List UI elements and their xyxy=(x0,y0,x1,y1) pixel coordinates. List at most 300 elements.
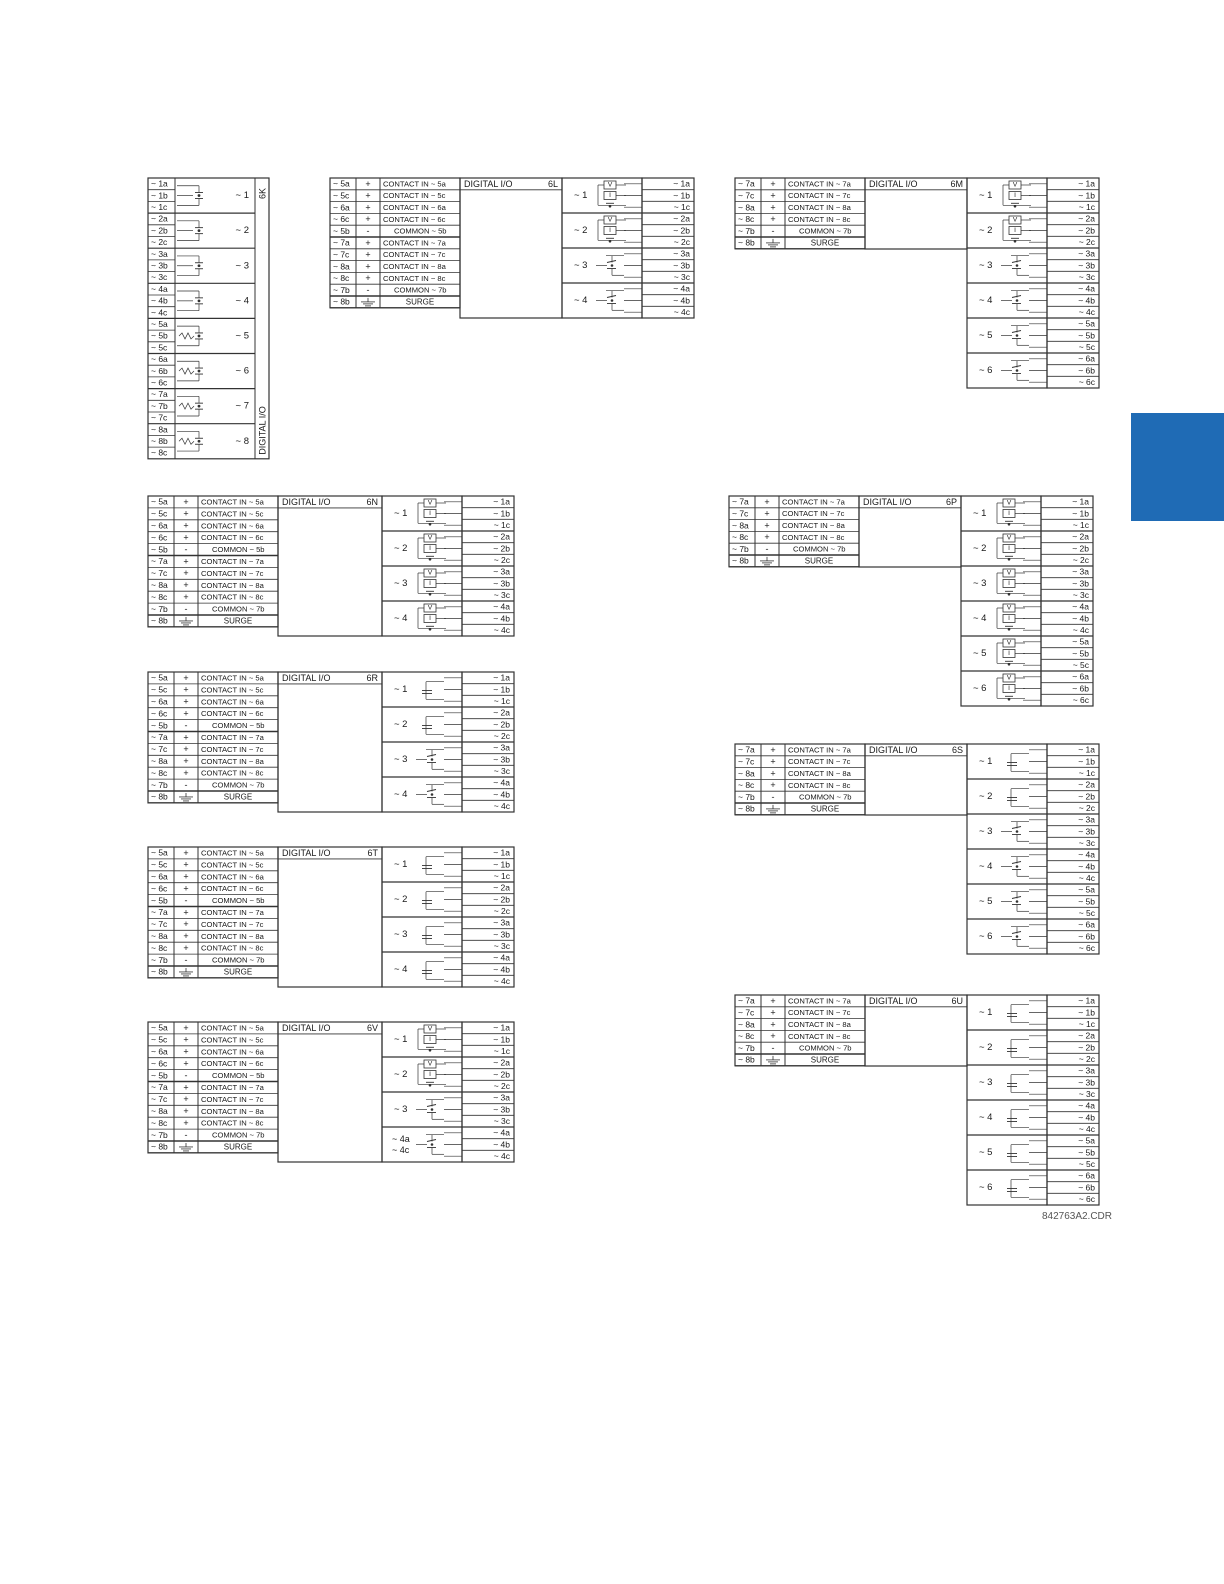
input-row xyxy=(738,745,852,755)
contact-in-label: CONTACT IN ~ 8a xyxy=(782,521,845,530)
contact-in-label: CONTACT IN ~ 7c xyxy=(788,1008,851,1018)
current-monitor-glyph: I xyxy=(1008,615,1010,623)
terminal-label: ~ 4a xyxy=(493,1127,510,1138)
wire-line xyxy=(427,755,436,757)
terminal-label: ~ 1a xyxy=(151,178,168,189)
terminal-label: ~ 3c xyxy=(493,1115,510,1126)
terminal-label: ~ 7b xyxy=(151,400,168,411)
contact-in-label: CONTACT IN ~ 8c xyxy=(201,768,264,778)
minus-icon: - xyxy=(184,954,188,965)
terminal-label: ~ 8a xyxy=(151,580,168,590)
input-row xyxy=(735,1054,865,1065)
terminal-label: ~ 7b xyxy=(151,954,168,965)
contact-in-label: CONTACT IN ~ 8a xyxy=(201,756,264,766)
input-row xyxy=(148,791,278,802)
terminal-label: ~ 6b xyxy=(1078,1182,1095,1193)
plus-icon: + xyxy=(770,1019,776,1030)
terminal-label: ~ 4c xyxy=(1078,306,1095,317)
terminal-label: ~ 6a xyxy=(151,354,168,365)
input-row xyxy=(330,284,460,295)
terminal-label: ~ 7b xyxy=(732,543,749,554)
module-title: DIGITAL I/O xyxy=(464,178,513,189)
module-code: 6N xyxy=(366,496,378,507)
input-row xyxy=(735,1042,865,1053)
common-label: COMMON ~ 7b xyxy=(212,780,265,790)
minus-icon: - xyxy=(765,543,769,554)
output-group xyxy=(148,354,255,388)
module-code: 6S xyxy=(951,744,963,755)
contact-in-label: CONTACT IN ~ 5c xyxy=(201,1035,264,1045)
terminal-label: ~ 3a xyxy=(1078,248,1095,259)
common-label: COMMON ~ 7b xyxy=(394,285,447,295)
terminal-label: ~ 3c xyxy=(493,765,510,776)
contact-dot xyxy=(431,793,434,796)
wire-line xyxy=(427,1105,436,1107)
terminal-label: ~ 5a xyxy=(151,319,168,329)
terminal-label: ~ 5b xyxy=(333,225,350,236)
minus-icon: - xyxy=(771,791,775,802)
wire-line xyxy=(1012,261,1021,263)
terminal-label: ~ 2c xyxy=(493,1080,510,1091)
terminal-label: ~ 6c xyxy=(151,708,168,719)
terminal-label: ~ 4c xyxy=(1078,872,1095,883)
form-a-vi-icon xyxy=(418,1060,446,1087)
voltage-monitor-glyph: V xyxy=(607,216,613,224)
terminal-label: ~ 2c xyxy=(1078,236,1095,247)
input-row xyxy=(735,803,865,814)
input-row xyxy=(148,567,278,578)
terminal-label: ~ 3a xyxy=(1078,1065,1095,1076)
module-code: 6P xyxy=(945,496,957,507)
input-row xyxy=(148,1117,278,1128)
plus-icon: + xyxy=(183,1094,189,1105)
terminal-label: ~ 5c xyxy=(1078,907,1095,918)
terminal-label: ~ 1c xyxy=(493,695,510,706)
current-monitor-glyph: I xyxy=(429,615,431,623)
output-group xyxy=(967,814,1099,848)
output-group xyxy=(967,248,1099,282)
wire-line xyxy=(1012,331,1021,333)
terminal-label: ~ 4b xyxy=(493,789,510,800)
module-title: DIGITAL I/O xyxy=(282,1022,331,1033)
terminal-label: ~ 6a xyxy=(151,871,168,882)
latching-contact-icon xyxy=(1007,1145,1029,1163)
terminal-label: ~ 6b xyxy=(1078,365,1095,376)
contact-in-label: CONTACT IN ~ 6c xyxy=(201,709,264,719)
output-label: ~ 4 xyxy=(394,964,408,976)
input-row xyxy=(148,1141,278,1152)
form-c-icon xyxy=(416,1100,444,1120)
terminal-label: ~ 3c xyxy=(151,272,168,283)
terminal-label: ~ 7a xyxy=(333,237,350,248)
terminal-label: ~ 7c xyxy=(738,756,755,767)
voltage-monitor-glyph: V xyxy=(427,569,433,577)
output-group xyxy=(967,919,1099,953)
plus-icon: + xyxy=(183,556,189,567)
terminal-label: ~ 6c xyxy=(151,1058,168,1069)
terminal-label: ~ 1c xyxy=(673,201,690,212)
form-a-vi-icon xyxy=(997,534,1025,561)
input-row xyxy=(735,225,865,236)
contact-in-label: CONTACT IN ~ 7c xyxy=(201,1094,264,1104)
plus-icon: + xyxy=(183,672,189,683)
terminal-label: ~ 2b xyxy=(493,719,510,730)
resistor-contact-icon xyxy=(177,396,203,416)
input-row xyxy=(148,942,278,953)
contact-in-label: CONTACT IN ~ 7a xyxy=(201,732,264,742)
plus-icon: + xyxy=(183,756,189,767)
terminal-label: ~ 3a xyxy=(1078,814,1095,825)
resistor-contact-icon xyxy=(177,361,203,381)
output-group xyxy=(148,283,255,317)
wire-line xyxy=(607,296,616,298)
terminal-label: ~ 3c xyxy=(1078,271,1095,282)
input-row xyxy=(735,1030,865,1041)
input-row xyxy=(148,532,278,543)
terminal-label: ~ 2c xyxy=(673,236,690,247)
terminal-label: ~ 4a xyxy=(493,952,510,963)
contact-in-label: CONTACT IN ~ 5c xyxy=(383,191,446,201)
contact-dot xyxy=(431,1108,434,1111)
terminal-label: ~ 5b xyxy=(151,544,168,555)
output-label: ~ 4 xyxy=(235,295,249,307)
plus-icon: + xyxy=(764,520,770,531)
terminal-label: ~ 2b xyxy=(493,543,510,554)
terminal-label: ~ 3b xyxy=(151,260,168,271)
terminal-label: ~ 7b xyxy=(151,779,168,790)
wire-line xyxy=(1012,862,1021,864)
common-label: COMMON ~ 5b xyxy=(212,896,265,906)
resistor-zigzag xyxy=(179,403,194,409)
output-label: ~ 6 xyxy=(979,365,993,377)
terminal-label: ~ 7c xyxy=(333,249,350,260)
output-group xyxy=(382,1092,514,1126)
output-group xyxy=(382,952,514,986)
current-monitor-glyph: I xyxy=(429,1036,431,1044)
ground-icon xyxy=(766,805,780,813)
common-label: COMMON ~ 5b xyxy=(394,226,447,236)
contact-in-label: CONTACT IN ~ 5a xyxy=(201,848,264,858)
plus-icon: + xyxy=(770,202,776,213)
input-row xyxy=(732,497,846,507)
contact-in-label: CONTACT IN ~ 7c xyxy=(788,757,851,767)
terminal-label: ~ 7c xyxy=(151,919,168,930)
terminal-label: ~ 5a xyxy=(151,672,168,683)
terminal-label: ~ 1a xyxy=(1072,496,1089,507)
contact-dot xyxy=(198,229,201,232)
input-row xyxy=(735,202,865,213)
output-label: ~ 5 xyxy=(973,648,987,660)
output-group xyxy=(394,848,514,881)
module-code: 6M xyxy=(950,178,963,189)
contact-in-label: CONTACT IN ~ 5c xyxy=(201,860,264,870)
terminal-label: ~ 8c xyxy=(151,447,168,458)
ground-icon xyxy=(179,1143,193,1151)
output-label: ~ 1 xyxy=(394,859,408,871)
output-label: ~ 4 xyxy=(394,613,408,625)
output-label: ~ 1 xyxy=(394,508,408,520)
module-6n xyxy=(148,496,514,636)
plus-icon: + xyxy=(770,995,776,1006)
output-label: ~ 3 xyxy=(394,578,408,590)
input-row xyxy=(148,615,278,626)
input-row xyxy=(738,996,852,1006)
common-label: COMMON ~ 7b xyxy=(799,1043,852,1053)
output-label: ~ 5 xyxy=(979,330,993,342)
minus-icon: - xyxy=(184,544,188,555)
output-group xyxy=(967,1065,1099,1099)
ground-icon xyxy=(766,239,780,247)
contact-in-label: CONTACT IN ~ 6a xyxy=(383,203,446,212)
output-label: ~ 4 xyxy=(979,1112,993,1124)
input-row xyxy=(148,954,278,965)
output-group xyxy=(961,636,1093,670)
terminal-label: ~ 3b xyxy=(493,578,510,589)
terminal-label: ~ 2c xyxy=(493,730,510,741)
output-label: ~ 3 xyxy=(394,1104,408,1116)
output-label: ~ 2 xyxy=(979,225,993,237)
terminal-label: ~ 5a xyxy=(1078,318,1095,329)
terminal-label: ~ 2c xyxy=(493,554,510,565)
wire-line xyxy=(1012,366,1021,368)
resistor-zigzag xyxy=(179,438,194,444)
form-a-vi-icon xyxy=(997,569,1025,596)
ground-icon xyxy=(361,298,375,306)
terminal-label: ~ 7c xyxy=(738,1007,755,1018)
terminal-label: ~ 7c xyxy=(738,190,755,201)
module-6t xyxy=(148,847,514,987)
contact-in-label: CONTACT IN ~ 7c xyxy=(201,568,264,578)
output-group xyxy=(973,497,1093,530)
current-monitor-glyph: I xyxy=(429,1071,431,1079)
ground-icon xyxy=(760,557,774,565)
minus-icon: - xyxy=(184,779,188,790)
terminal-label: ~ 5a xyxy=(1078,1135,1095,1146)
contact-in-label: CONTACT IN ~ 7c xyxy=(782,509,845,519)
terminal-label: ~ 8c xyxy=(738,214,755,225)
terminal-label: ~ 4a xyxy=(493,777,510,788)
form-a-vi-icon xyxy=(997,674,1025,701)
surge-label: SURGE xyxy=(810,804,840,814)
terminal-label: ~ 8b xyxy=(333,296,350,307)
plus-icon: + xyxy=(183,883,189,894)
terminal-label: ~ 7a xyxy=(738,995,755,1006)
input-row xyxy=(148,684,278,695)
terminal-label: ~ 4a xyxy=(1078,283,1095,294)
terminal-label: ~ 7b xyxy=(333,284,350,295)
terminal-label: ~ 8c xyxy=(738,780,755,791)
terminal-label: ~ 3b xyxy=(1078,1077,1095,1088)
current-monitor-glyph: I xyxy=(1008,510,1010,518)
ground-icon xyxy=(766,1056,780,1064)
input-row xyxy=(148,755,278,766)
terminal-label: ~ 5b xyxy=(151,895,168,906)
output-group xyxy=(562,248,694,282)
input-row xyxy=(148,930,278,941)
input-row xyxy=(148,556,278,567)
output-group xyxy=(394,1023,514,1056)
plus-icon: + xyxy=(183,919,189,930)
terminal-label: ~ 7a xyxy=(151,907,168,918)
terminal-label: ~ 7c xyxy=(151,744,168,755)
terminal-label: ~ 8b xyxy=(151,966,168,977)
contact-in-label: CONTACT IN ~ 5c xyxy=(201,685,264,695)
output-label: ~ 6 xyxy=(979,931,993,943)
input-row xyxy=(330,249,460,260)
input-row xyxy=(148,1058,278,1069)
contact-dot xyxy=(1016,830,1019,833)
plus-icon: + xyxy=(183,907,189,918)
terminal-label: ~ 1a xyxy=(1078,995,1095,1006)
form-c-icon xyxy=(596,256,624,276)
common-label: COMMON ~ 7b xyxy=(799,226,852,236)
contact-in-label: CONTACT IN ~ 5a xyxy=(201,673,264,683)
contact-in-label: CONTACT IN ~ 8c xyxy=(201,1118,264,1128)
form-a-vi-icon xyxy=(418,569,446,596)
module-title: DIGITAL I/O xyxy=(869,178,918,189)
plus-icon: + xyxy=(770,214,776,225)
minus-icon: - xyxy=(184,603,188,614)
terminal-label: ~ 3c xyxy=(1078,1088,1095,1099)
ground-icon xyxy=(179,793,193,801)
plus-icon: + xyxy=(183,696,189,707)
plus-icon: + xyxy=(183,744,189,755)
terminal-label: ~ 4c xyxy=(1072,624,1089,635)
form-a-vi-icon xyxy=(598,181,626,208)
plus-icon: + xyxy=(183,847,189,858)
output-label: ~ 2 xyxy=(973,543,987,555)
input-row xyxy=(148,720,278,731)
plus-icon: + xyxy=(770,768,776,779)
terminal-label: ~ 4a xyxy=(493,601,510,612)
output-label: ~ 3 xyxy=(394,929,408,941)
output-label: ~ 2 xyxy=(394,543,408,555)
resistor-zigzag xyxy=(179,368,194,374)
output-group xyxy=(382,531,514,565)
wire-line xyxy=(427,790,436,792)
contact-dot xyxy=(1016,865,1019,868)
terminal-label: ~ 4a xyxy=(673,283,690,294)
input-row xyxy=(735,779,865,790)
latching-contact-icon xyxy=(422,682,444,700)
contact-in-label: CONTACT IN ~ 8a xyxy=(788,769,851,778)
terminal-label: ~ 4c xyxy=(151,307,168,318)
terminal-label: ~ 3a xyxy=(1072,566,1089,577)
voltage-monitor-glyph: V xyxy=(427,604,433,612)
contact-in-label: CONTACT IN ~ 6a xyxy=(201,697,264,707)
common-label: COMMON ~ 7b xyxy=(212,604,265,614)
surge-label: SURGE xyxy=(223,616,253,626)
form-a-vi-icon xyxy=(997,499,1025,526)
input-row xyxy=(735,190,865,201)
output-label: ~ 4 xyxy=(973,613,987,625)
form-c-icon xyxy=(1001,927,1029,947)
terminal-label: ~ 8a xyxy=(151,931,168,941)
contact-dot xyxy=(198,370,201,373)
plus-icon: + xyxy=(764,532,770,543)
terminal-label: ~ 5b xyxy=(1072,648,1089,659)
terminal-label: ~ 1b xyxy=(1072,508,1089,519)
plus-icon: + xyxy=(183,1106,189,1117)
terminal-label: ~ 2b xyxy=(493,1069,510,1080)
module-title: DIGITAL I/O xyxy=(282,672,331,683)
plus-icon: + xyxy=(183,1082,189,1093)
output-group xyxy=(148,179,249,212)
terminal-label: ~ 2a xyxy=(1072,531,1089,542)
output-group xyxy=(382,601,514,635)
plus-icon: + xyxy=(365,202,371,213)
terminal-label: ~ 2c xyxy=(1078,1053,1095,1064)
terminal-label: ~ 3a xyxy=(673,248,690,259)
input-row xyxy=(151,1023,265,1033)
output-group xyxy=(562,213,694,247)
voltage-monitor-glyph: V xyxy=(1006,569,1012,577)
terminal-label: ~ 2b xyxy=(1072,543,1089,554)
output-group xyxy=(967,283,1099,317)
plus-icon: + xyxy=(770,190,776,201)
terminal-label: ~ 8a xyxy=(738,1019,755,1030)
terminal-label: ~ 2a xyxy=(493,531,510,542)
input-row xyxy=(330,225,460,236)
plus-icon: + xyxy=(183,768,189,779)
terminal-label: ~ 4b xyxy=(493,613,510,624)
output-label: ~ 4 xyxy=(394,789,408,801)
terminal-label: ~ 5a xyxy=(1078,884,1095,895)
terminal-label: ~ 5b xyxy=(1078,896,1095,907)
contact-in-label: CONTACT IN ~ 8c xyxy=(782,532,845,542)
output-group xyxy=(979,996,1099,1029)
form-a-vi-icon xyxy=(418,499,446,526)
output-label: ~ 7 xyxy=(235,400,249,412)
plus-icon: + xyxy=(183,943,189,954)
latching-contact-icon xyxy=(1007,1005,1029,1023)
surge-label: SURGE xyxy=(223,792,253,802)
terminal-label: ~ 7a xyxy=(151,1082,168,1093)
terminal-label: ~ 8b xyxy=(738,803,755,814)
output-label: ~ 4a xyxy=(392,1133,410,1144)
output-group xyxy=(148,248,255,282)
plus-icon: + xyxy=(183,684,189,695)
form-c-icon xyxy=(1001,291,1029,311)
input-row xyxy=(330,296,460,307)
plus-icon: + xyxy=(183,568,189,579)
terminal-label: ~ 3a xyxy=(493,742,510,753)
latching-contact-icon xyxy=(1007,1110,1029,1128)
voltage-monitor-glyph: V xyxy=(1006,604,1012,612)
plus-icon: + xyxy=(183,1118,189,1129)
common-label: COMMON ~ 7b xyxy=(212,1130,265,1140)
output-label: ~ 2 xyxy=(979,791,993,803)
minus-icon: - xyxy=(184,720,188,731)
input-row xyxy=(148,1082,278,1093)
contact-dot xyxy=(198,299,201,302)
terminal-label: ~ 8a xyxy=(732,520,749,531)
plus-icon: + xyxy=(183,859,189,870)
terminal-label: ~ 8a xyxy=(333,261,350,272)
module-6u xyxy=(735,995,1099,1205)
plus-icon: + xyxy=(183,1046,189,1057)
terminal-label: ~ 3c xyxy=(493,589,510,600)
plus-icon: + xyxy=(770,744,776,755)
terminal-label: ~ 7a xyxy=(732,496,749,507)
input-row xyxy=(148,895,278,906)
terminal-label: ~ 2a xyxy=(673,213,690,224)
input-row xyxy=(735,1007,865,1018)
common-label: COMMON ~ 5b xyxy=(212,545,265,555)
terminal-label: ~ 6c xyxy=(151,532,168,543)
input-row xyxy=(330,202,460,213)
terminal-label: ~ 4b xyxy=(673,295,690,306)
